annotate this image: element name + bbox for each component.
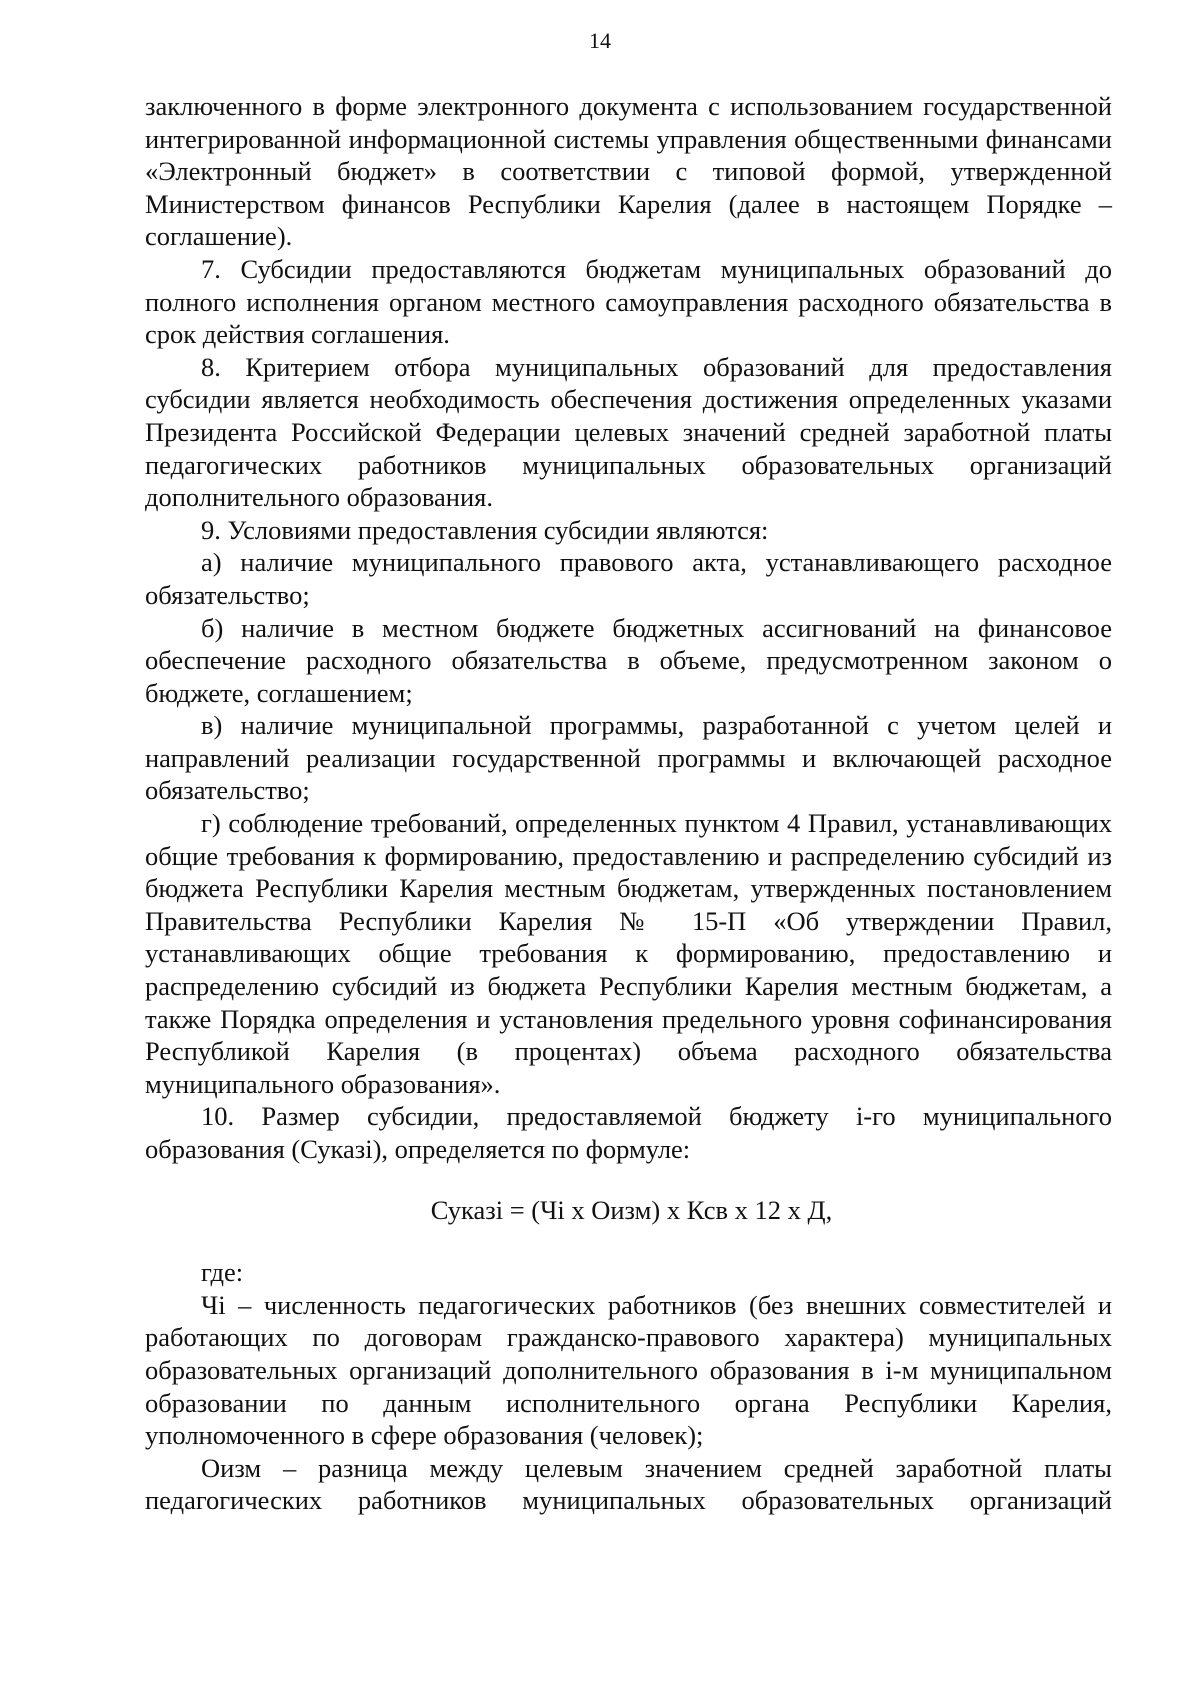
- where-label: где:: [201, 1257, 244, 1288]
- document-body: [145, 90, 1112, 1517]
- paragraph-item-8: 8. Критерием отбора муниципальных образований для предоставления субсидии является необходимость обеспечения достижения определенных указами Президента Российской Федерации целевых значений средней заработной платы педагогических работников муниципальных образовательных организаций дополнительного образования.: [145, 351, 1112, 513]
- paragraph-condition-a: а) наличие муниципального правового акта, устанавливающего расходное обязательство;: [145, 547, 1112, 610]
- page-number: 14: [589, 28, 611, 53]
- paragraph-condition-g: г) соблюдение требований, определенных пунктом 4 Правил, устанавливающих общие требования к формированию, предоставлению и распределению субсидий из бюджета Республики Карелия местным бюджетам, утвержденных постановлением Правительства Республики Карелия № 15-П «Об утверждении Правил, устанавливающих общие требования к формированию, предоставлению и распределению субсидий из бюджета Республики Карелия местным бюджетам, а также Порядка определения и установления предельного уровня софинансирования Республикой Карелия (в процентах) объема расходного обязательства муниципального образования».: [145, 808, 1112, 1099]
- paragraph-item-9: 9. Условиями предоставления субсидии являются:: [201, 514, 769, 545]
- definition-oizm: Оизм – разница между целевым значением средней заработной платы педагогических работников муниципальных образовательных организаций: [145, 1452, 1112, 1516]
- paragraph-condition-v: в) наличие муниципальной программы, разработанной с учетом целей и направлений реализации государственной программы и включающей расходное обязательство;: [145, 710, 1112, 806]
- paragraph-continuation: заключенного в форме электронного документа с использованием государственной интегрированной информационной системы управления общественными финансами «Электронный бюджет» в соответствии с типовой формой, утвержденной Министерством финансов Республики Карелия (далее в настоящем Порядке – соглашение).: [145, 91, 1112, 252]
- paragraph-condition-b: б) наличие в местном бюджете бюджетных ассигнований на финансовое обеспечение расходного обязательства в объеме, предусмотренном законом о бюджете, соглашением;: [145, 612, 1112, 708]
- paragraph-item-10: 10. Размер субсидии, предоставляемой бюджету i-го муниципального образования (Суказi), определяется по формуле:: [145, 1101, 1112, 1164]
- subsidy-formula: Суказi = (Чi х Оизм) х Ксв х 12 х Д,: [430, 1194, 833, 1225]
- definition-chi: Чi – численность педагогических работников (без внешних совместителей и работающих по договорам гражданско-правового характера) муниципальных образовательных организаций дополнительного образования в i-м муниципальном образовании по данным исполнительного органа Республики Карелия, уполномоченного в сфере образования (человек);: [145, 1289, 1112, 1451]
- paragraph-item-7: 7. Субсидии предоставляются бюджетам муниципальных образований до полного исполнения органом местного самоуправления расходного обязательства в срок действия соглашения.: [145, 253, 1112, 350]
